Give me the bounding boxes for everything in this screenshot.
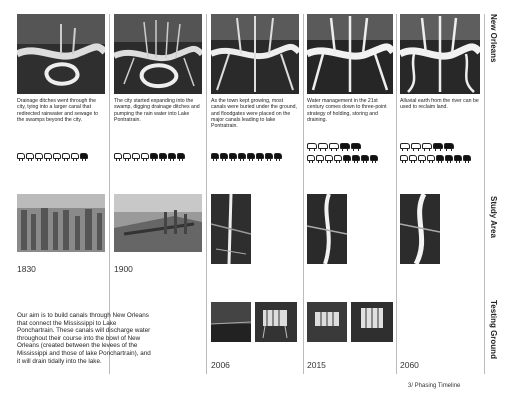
phase-description: Drainage ditches went through the city, tying into a larger canal that redirected rainwater and sewage to the swamps beyond the city.	[17, 98, 99, 123]
side-label-new-orleans: New Orleans	[489, 14, 498, 63]
house-icon	[62, 153, 70, 159]
map-1900	[114, 14, 202, 94]
storage-tank-icon	[433, 143, 443, 149]
phase-description: As the town kept growing, most canals were buried under the ground, and floodgates were placed on the major canals leading to lake Pontratrain.	[211, 98, 297, 130]
column-divider	[396, 14, 397, 374]
household-icon-row	[114, 150, 185, 162]
page-footer: 3/ Phasing Timeline	[408, 383, 461, 389]
household-icon-row	[211, 150, 282, 162]
house-icon	[274, 153, 282, 159]
storage-tank-icon	[422, 143, 432, 149]
house-icon	[35, 153, 43, 159]
house-icon	[334, 155, 342, 161]
house-icon	[26, 153, 34, 159]
house-icon	[44, 153, 52, 159]
house-icon	[238, 153, 246, 159]
house-icon	[400, 155, 408, 161]
storage-tank-icon	[400, 143, 410, 149]
testing-ground-photo-2006-a	[211, 302, 251, 342]
year-label: 2060	[400, 360, 419, 370]
storage-tank-icon	[318, 143, 328, 149]
year-label: 2015	[307, 360, 326, 370]
house-icon	[427, 155, 435, 161]
storage-icon-row	[400, 140, 454, 152]
house-icon	[325, 155, 333, 161]
study-area-photo-2060	[400, 194, 440, 264]
household-icon-row	[17, 150, 88, 162]
side-label-testing-ground: Testing Ground	[489, 300, 498, 359]
house-icon	[418, 155, 426, 161]
map-2060	[400, 14, 480, 94]
year-label: 1830	[17, 264, 36, 274]
house-icon	[71, 153, 79, 159]
house-icon	[123, 153, 131, 159]
phase-description: Water management in the 21st century comes down to three-point strategy of holding, storing and draining.	[307, 98, 387, 123]
household-icon-row	[307, 152, 378, 164]
year-label: 2006	[211, 360, 230, 370]
study-area-photo-2015	[307, 194, 347, 264]
map-2015	[307, 14, 393, 94]
house-icon	[352, 155, 360, 161]
house-icon	[177, 153, 185, 159]
house-icon	[17, 153, 25, 159]
study-area-photo-2006	[211, 194, 251, 264]
house-icon	[463, 155, 471, 161]
testing-ground-photo-2015-a	[307, 302, 347, 342]
house-icon	[361, 155, 369, 161]
storage-tank-icon	[351, 143, 361, 149]
house-icon	[316, 155, 324, 161]
storage-tank-icon	[329, 143, 339, 149]
house-icon	[265, 153, 273, 159]
study-area-photo-1830	[17, 194, 105, 252]
house-icon	[343, 155, 351, 161]
house-icon	[132, 153, 140, 159]
house-icon	[150, 153, 158, 159]
house-icon	[141, 153, 149, 159]
column-divider	[206, 14, 207, 374]
phase-description: The city started expanding into the swamp, digging drainage ditches and pumping the rain water into Lake Pontratrain.	[114, 98, 200, 123]
year-label: 1900	[114, 264, 133, 274]
testing-ground-photo-2015-b	[351, 302, 393, 342]
house-icon	[256, 153, 264, 159]
study-area-photo-1900	[114, 194, 202, 252]
storage-tank-icon	[411, 143, 421, 149]
house-icon	[370, 155, 378, 161]
house-icon	[80, 153, 88, 159]
storage-icon-row	[307, 140, 361, 152]
house-icon	[307, 155, 315, 161]
house-icon	[168, 153, 176, 159]
house-icon	[53, 153, 61, 159]
house-icon	[220, 153, 228, 159]
map-1830	[17, 14, 105, 94]
house-icon	[229, 153, 237, 159]
side-label-study-area: Study Area	[489, 196, 498, 238]
house-icon	[247, 153, 255, 159]
house-icon	[211, 153, 219, 159]
house-icon	[454, 155, 462, 161]
house-icon	[445, 155, 453, 161]
testing-ground-photo-2006-b	[255, 302, 297, 342]
phase-description: Alluvial earth from the river can be used to reclaim land.	[400, 98, 479, 111]
house-icon	[114, 153, 122, 159]
household-icon-row	[400, 152, 471, 164]
house-icon	[409, 155, 417, 161]
map-2006	[211, 14, 299, 94]
column-divider	[303, 14, 304, 374]
house-icon	[436, 155, 444, 161]
house-icon	[159, 153, 167, 159]
aim-statement: Our aim is to build canals through New Orleans that connect the Mississippi to Lake Ponchartrain. These canals will discharge water throughout their course into the bowl of New Orleans (created between the levees of the Mississippi and those of lake Ponchartrain), and it will drain tidally into the lake.	[17, 312, 151, 365]
storage-tank-icon	[340, 143, 350, 149]
column-divider	[484, 14, 485, 374]
storage-tank-icon	[444, 143, 454, 149]
storage-tank-icon	[307, 143, 317, 149]
